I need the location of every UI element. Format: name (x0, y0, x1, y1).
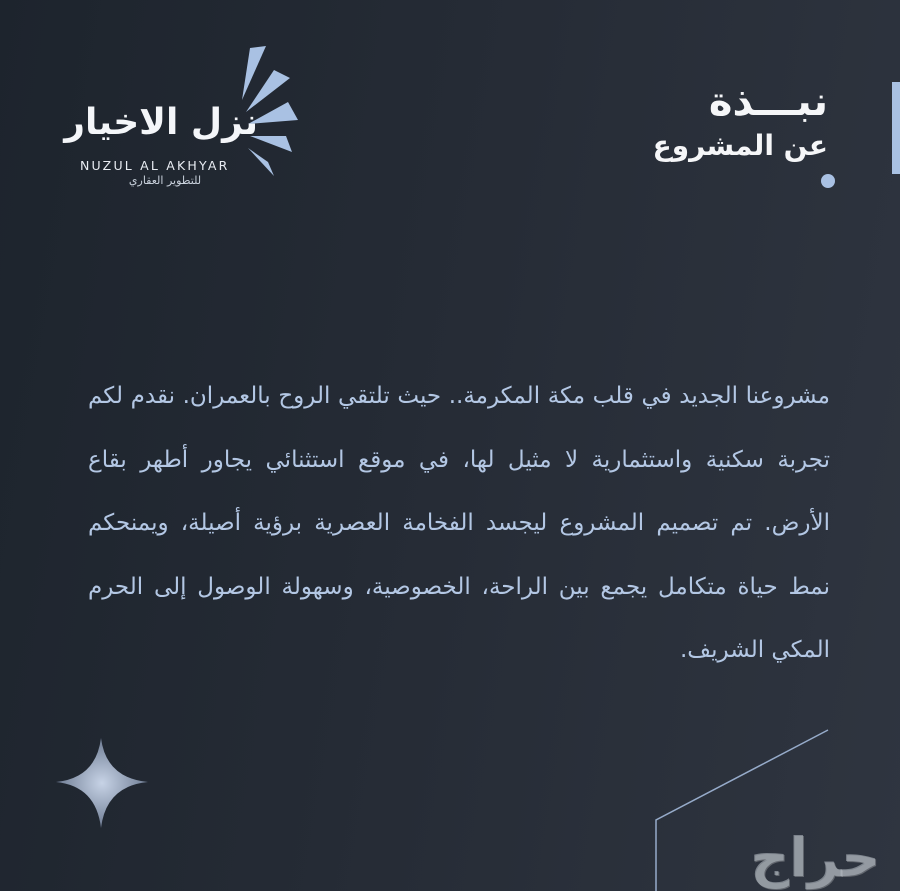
heading-line-1: نبـــذة (708, 79, 828, 125)
haraj-watermark (670, 820, 900, 891)
brand-name-arabic: نزل الاخيار (64, 102, 258, 143)
brand-name-english: NUZUL AL AKHYAR (80, 158, 230, 173)
accent-bar (892, 82, 900, 174)
brand-tagline: للتطوير العقاري (128, 174, 202, 187)
heading-line-2: عن المشروع (652, 129, 828, 162)
divider-dot (821, 174, 835, 188)
sparkle-star-icon (56, 738, 148, 828)
section-heading (653, 78, 828, 166)
about-paragraph: مشروعنا الجديد في قلب مكة المكرمة.. حيث تلتقي الروح بالعمران. نقدم لكم تجربة سكنية واستثمارية لا مثيل لها، في موقع استثنائي يجاور أطهر بقاع الأرض. تم تصميم المشروع ليجسد الفخامة العصرية برؤية أصيلة، ويمنحكم نمط حياة متكامل يجمع بين الراحة، الخصوصية، وسهولة الوصول إلى الحرم المكي الشريف. (88, 383, 830, 663)
brand-logo (64, 44, 330, 194)
watermark-text: حراج (750, 826, 880, 889)
